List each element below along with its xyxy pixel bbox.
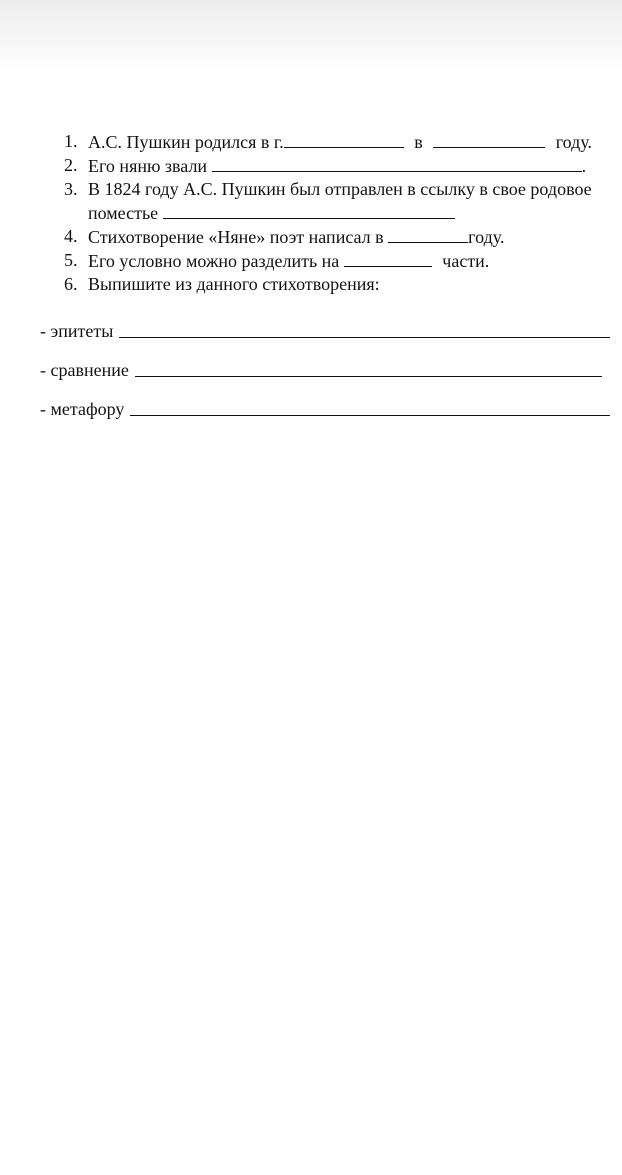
- question-text: А.С. Пушкин родился в г.: [88, 132, 284, 152]
- question-3: [60, 178, 612, 225]
- task-epithets: [40, 303, 610, 342]
- question-number: 3.: [64, 179, 78, 199]
- task-label: - метафору: [40, 399, 125, 419]
- answer-blank[interactable]: [130, 415, 610, 416]
- question-text: .: [581, 156, 587, 176]
- question-6: [60, 273, 612, 296]
- answer-blank[interactable]: [388, 225, 468, 243]
- task-comparison: [40, 342, 610, 381]
- task-label: - эпитеты: [40, 321, 114, 341]
- question-number: 5.: [64, 250, 78, 270]
- task-label: - сравнение: [40, 360, 129, 380]
- task-metaphor: [40, 381, 610, 420]
- answer-blank[interactable]: [163, 201, 455, 219]
- answer-blank[interactable]: [344, 249, 432, 267]
- question-number: 1.: [64, 131, 78, 151]
- question-2: [60, 154, 612, 178]
- question-4: [60, 225, 612, 249]
- question-text: Его условно можно разделить на: [88, 251, 340, 271]
- question-1: [60, 130, 612, 154]
- question-text: Стихотворение «Няне» поэт написал в: [88, 227, 384, 247]
- question-text: в: [414, 132, 423, 152]
- answer-blank[interactable]: [135, 376, 602, 377]
- answer-blank[interactable]: [119, 337, 610, 338]
- question-text: Его няню звали: [88, 156, 208, 176]
- question-5: [60, 249, 612, 273]
- question-number: 4.: [64, 226, 78, 246]
- question-number: 2.: [64, 155, 78, 175]
- question-list: [60, 130, 612, 296]
- question-text: году.: [555, 132, 593, 152]
- question-text: году.: [468, 227, 505, 247]
- answer-blank[interactable]: [212, 154, 582, 172]
- question-text: Выпишите из данного стихотворения:: [88, 274, 380, 294]
- task-list: [40, 303, 610, 420]
- answer-blank[interactable]: [284, 130, 404, 148]
- question-text: В 1824 году А.С. Пушкин был отправлен в ссылку в свое родовое поместье: [88, 179, 592, 223]
- answer-blank[interactable]: [433, 130, 545, 148]
- question-text: части.: [442, 251, 490, 271]
- question-number: 6.: [64, 274, 78, 294]
